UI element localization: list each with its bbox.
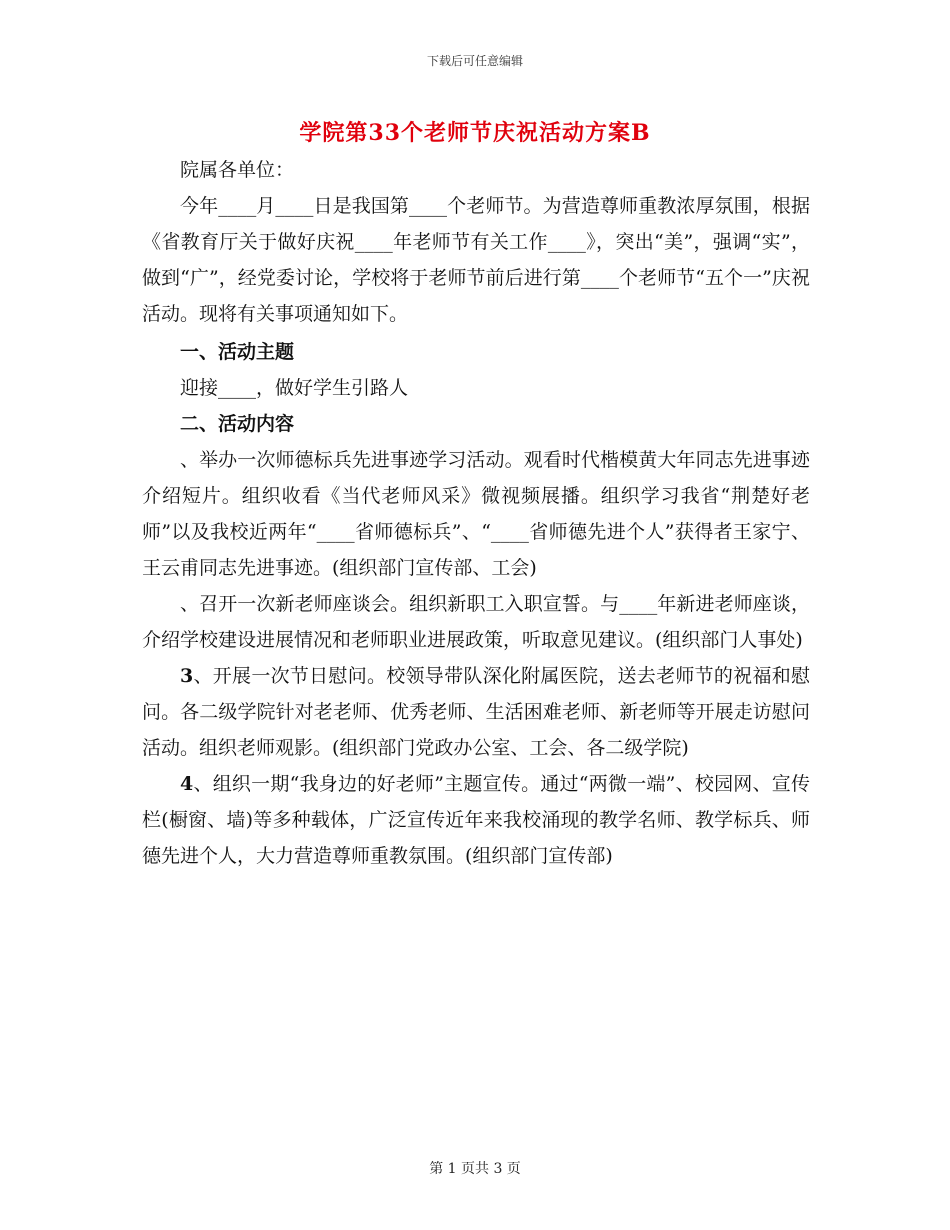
- section-heading-content: 二、活动内容: [180, 413, 295, 435]
- document-body: [142, 152, 810, 874]
- item-number: 3: [180, 665, 194, 687]
- intro-paragraph: 今年____月____日是我国第____个老师节。为营造尊师重教浓厚氛围，根据《省教育厅关于做好庆祝____年老师节有关工作____》，突出“美”，强调“实”，做到“广”，经党委讨论，学校将于老师节前后进行第____个老师节“五个一”庆祝活动。现将有关事项通知如下。: [142, 195, 810, 325]
- activity-item-3-text: 、开展一次节日慰问。校领导带队深化附属医院，送去老师节的祝福和慰问。各二级学院针对老老师、优秀老师、生活困难老师、新老师等开展走访慰问活动。组织老师观影。(组织部门党政办公室、工会、各二级学院): [142, 665, 810, 759]
- activity-item-3: [142, 658, 810, 766]
- activity-item-4-text: 、组织一期“我身边的好老师”主题宣传。通过“两微一端”、校园网、宣传栏(橱窗、墙)等多种载体，广泛宣传近年来我校涌现的教学名师、教学标兵、师德先进个人，大力营造尊师重教氛围。(组织部门宣传部): [142, 773, 810, 867]
- page-header-note: 下载后可任意编辑: [426, 54, 523, 68]
- salutation: 院属各单位：: [180, 159, 295, 181]
- activity-item-4: [142, 766, 810, 874]
- activity-item-2: 、召开一次新老师座谈会。组织新职工入职宣誓。与____年新进老师座谈，介绍学校建设进展情况和老师职业进展政策，听取意见建议。(组织部门人事处): [142, 593, 810, 651]
- page-number: 第 1 页共 3 页: [429, 1161, 521, 1177]
- document-title: 学院第33个老师节庆祝活动方案B: [299, 120, 651, 146]
- activity-item-1: 、举办一次师德标兵先进事迹学习活动。观看时代楷模黄大年同志先进事迹介绍短片。组织收看《当代老师风采》微视频展播。组织学习我省“荆楚好老师”以及我校近两年“____省师德标兵”、“____省师德先进个人”获得者王家宁、王云甫同志先进事迹。(组织部门宣传部、工会): [142, 449, 810, 579]
- section-heading-theme: 一、活动主题: [180, 341, 295, 363]
- item-number: 4: [180, 773, 194, 795]
- theme-paragraph: 迎接____，做好学生引路人: [180, 377, 409, 399]
